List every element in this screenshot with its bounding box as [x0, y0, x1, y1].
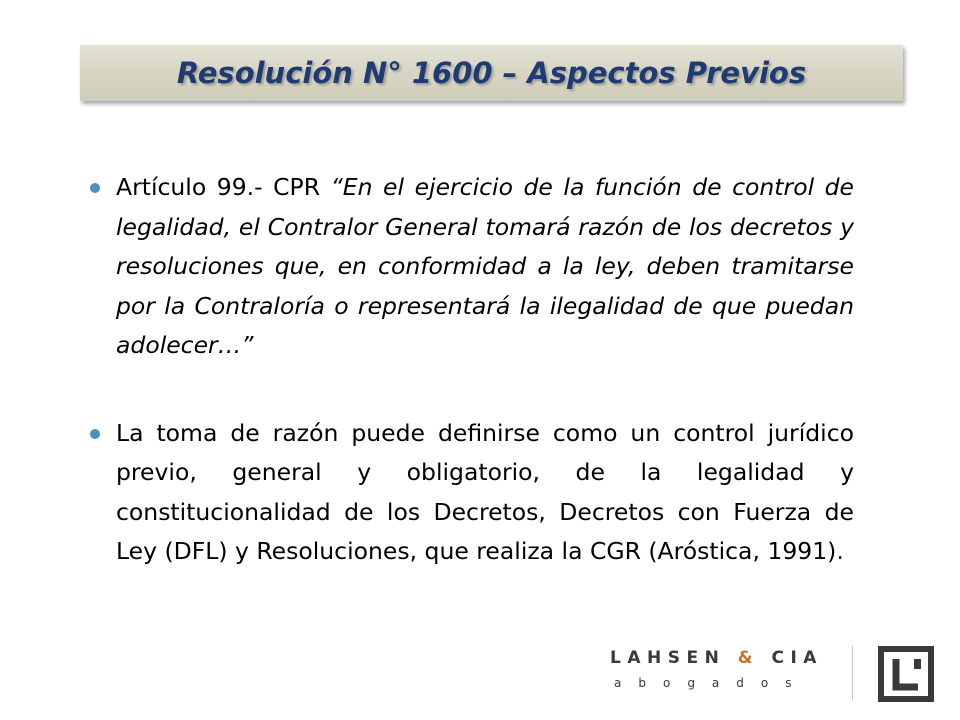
logo-name-left: LAHSEN — [610, 648, 726, 668]
slide-body — [90, 168, 854, 572]
bullet-quote-text: “En el ejercicio de la función de control de legalidad, el Contralor General tomará razón de los decretos y resoluciones que, en conformidad a la ley, deben tramitarse por la Contraloría o representará la ilegalidad de que puedan adolecer…” — [116, 173, 855, 359]
bullet-item-article-99 — [90, 168, 854, 366]
logo-subtitle: abogados — [614, 676, 809, 690]
bullet-icon — [90, 183, 100, 193]
logo-ampersand: & — [737, 648, 760, 668]
title-banner — [80, 45, 903, 101]
lahsen-l-square-mark-icon — [878, 646, 934, 702]
company-logo — [610, 646, 940, 702]
bullet-item-toma-de-razon — [90, 414, 854, 572]
logo-name — [610, 648, 823, 668]
bullet-text: La toma de razón puede definirse como un control jurídico previo, general y obligatorio, de la legalidad y constitucionalidad de los Decretos, Decretos con Fuerza de Ley (DFL) y Resoluciones, que realiza la CGR (Aróstica, 1991). — [116, 418, 854, 565]
bullet-lead-text: Artículo 99.- CPR — [116, 173, 331, 201]
logo-name-right: CIA — [771, 648, 823, 668]
bullet-icon — [90, 429, 100, 439]
logo-divider — [852, 646, 853, 700]
slide-title: Resolución N° 1600 – Aspectos Previos — [176, 56, 807, 90]
